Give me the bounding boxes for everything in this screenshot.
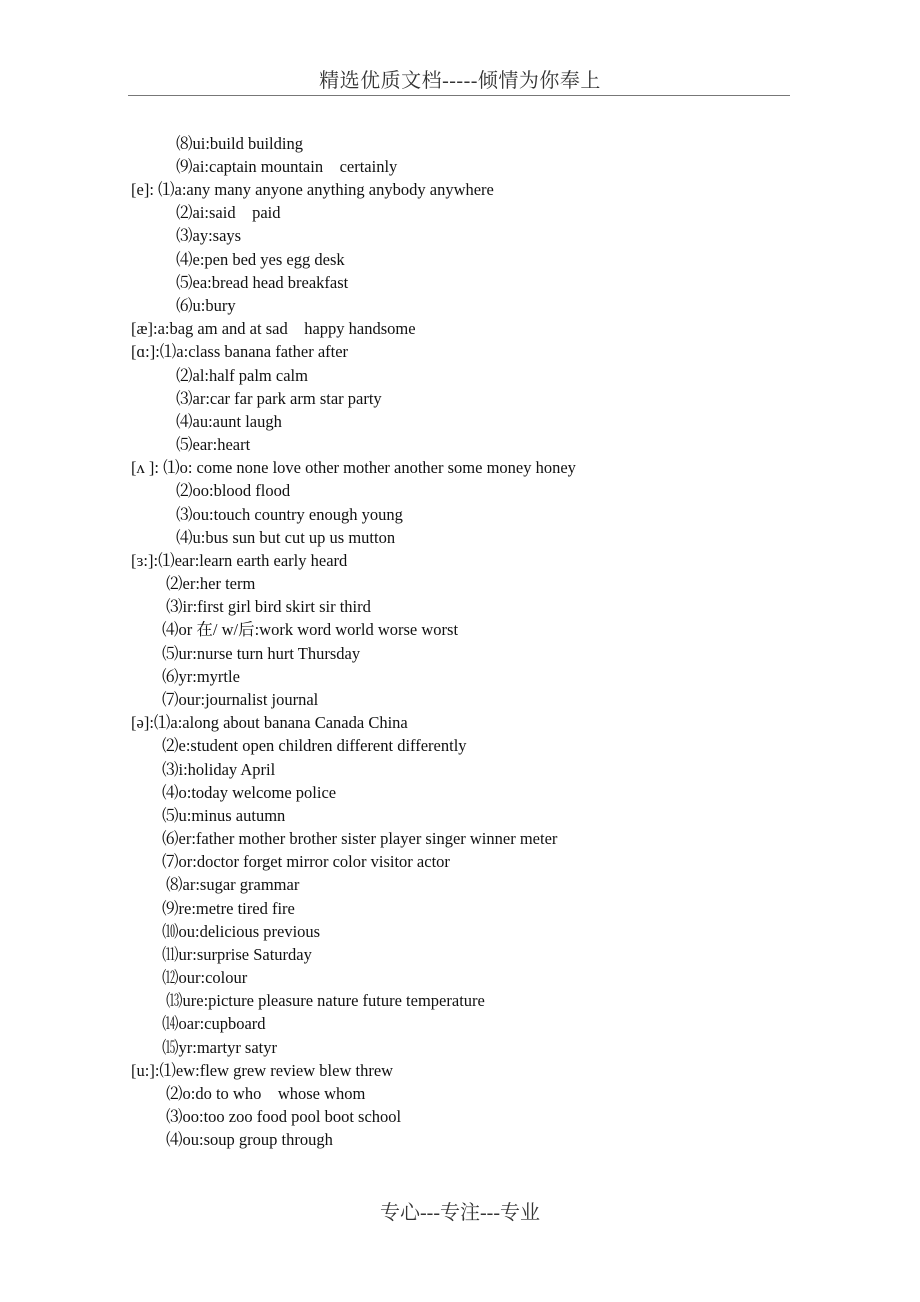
list-item: ⒀ure:picture pleasure nature future temperature [166, 991, 485, 1010]
list-item: ⑸ear:heart [176, 435, 251, 454]
list-item: [u:]:⑴ew:flew grew review blew threw [131, 1061, 394, 1080]
list-item: ⑵o:do to who whose whom [166, 1084, 366, 1103]
list-item: ⑶ou:touch country enough young [176, 505, 403, 524]
list-item: ⑵ai:said paid [176, 203, 281, 222]
list-item: ⑽ou:delicious previous [162, 922, 321, 941]
list-item: ⑵al:half palm calm [176, 366, 308, 385]
list-item: ⑷au:aunt laugh [176, 412, 282, 431]
list-item: ⑵e:student open children different differently [162, 736, 467, 755]
list-item: [e]: ⑴a:any many anyone anything anybody anywhere [131, 180, 494, 199]
list-item: ⑻ar:sugar grammar [166, 875, 300, 894]
list-item: ⑼ai:captain mountain certainly [176, 157, 398, 176]
list-item: ⑺or:doctor forget mirror color visitor actor [162, 852, 450, 871]
list-item: ⑶i:holiday April [162, 760, 276, 779]
list-item: ⑷ou:soup group through [166, 1130, 333, 1149]
list-item: ⑷u:bus sun but cut up us mutton [176, 528, 396, 547]
page-header: 精选优质文档-----倾情为你奉上 [319, 70, 601, 92]
list-item: ⑵er:her term [166, 574, 256, 593]
list-item: ⑷e:pen bed yes egg desk [176, 250, 345, 269]
list-item: [ɜ:]:⑴ear:learn earth early heard [131, 551, 348, 570]
list-item: [ɑ:]:⑴a:class banana father after [131, 342, 349, 361]
list-item: ⑺our:journalist journal [162, 690, 319, 709]
list-item: ⑸ur:nurse turn hurt Thursday [162, 644, 361, 663]
list-item: [ʌ ]: ⑴o: come none love other mother another some money honey [131, 458, 576, 477]
list-item: ⑻ui:build building [176, 134, 303, 153]
list-item: ⑸ea:bread head breakfast [176, 273, 349, 292]
list-item: ⑾ur:surprise Saturday [162, 945, 312, 964]
list-item: ⒂yr:martyr satyr [162, 1038, 278, 1057]
page-footer: 专心---专注---专业 [380, 1202, 540, 1224]
list-item: ⒁oar:cupboard [162, 1014, 266, 1033]
list-item: [ə]:⑴a:along about banana Canada China [131, 713, 408, 732]
list-item: [æ]:a:bag am and at sad happy handsome [131, 319, 416, 338]
list-item: ⑶oo:too zoo food pool boot school [166, 1107, 402, 1126]
list-item: ⑹er:father mother brother sister player singer winner meter [162, 829, 558, 848]
list-item: ⑵oo:blood flood [176, 481, 291, 500]
list-item: ⑹u:bury [176, 296, 236, 315]
list-item: ⑶ay:says [176, 226, 242, 245]
header-divider [128, 95, 790, 96]
list-item: ⑹yr:myrtle [162, 667, 240, 686]
list-item: ⑶ir:first girl bird skirt sir third [166, 597, 371, 616]
list-item: ⑷or 在/ w/后:work word world worse worst [162, 620, 459, 639]
list-item: ⑸u:minus autumn [162, 806, 286, 825]
list-item: ⑼re:metre tired fire [162, 899, 295, 918]
list-item: ⑿our:colour [162, 968, 248, 987]
list-item: ⑷o:today welcome police [162, 783, 337, 802]
list-item: ⑶ar:car far park arm star party [176, 389, 382, 408]
